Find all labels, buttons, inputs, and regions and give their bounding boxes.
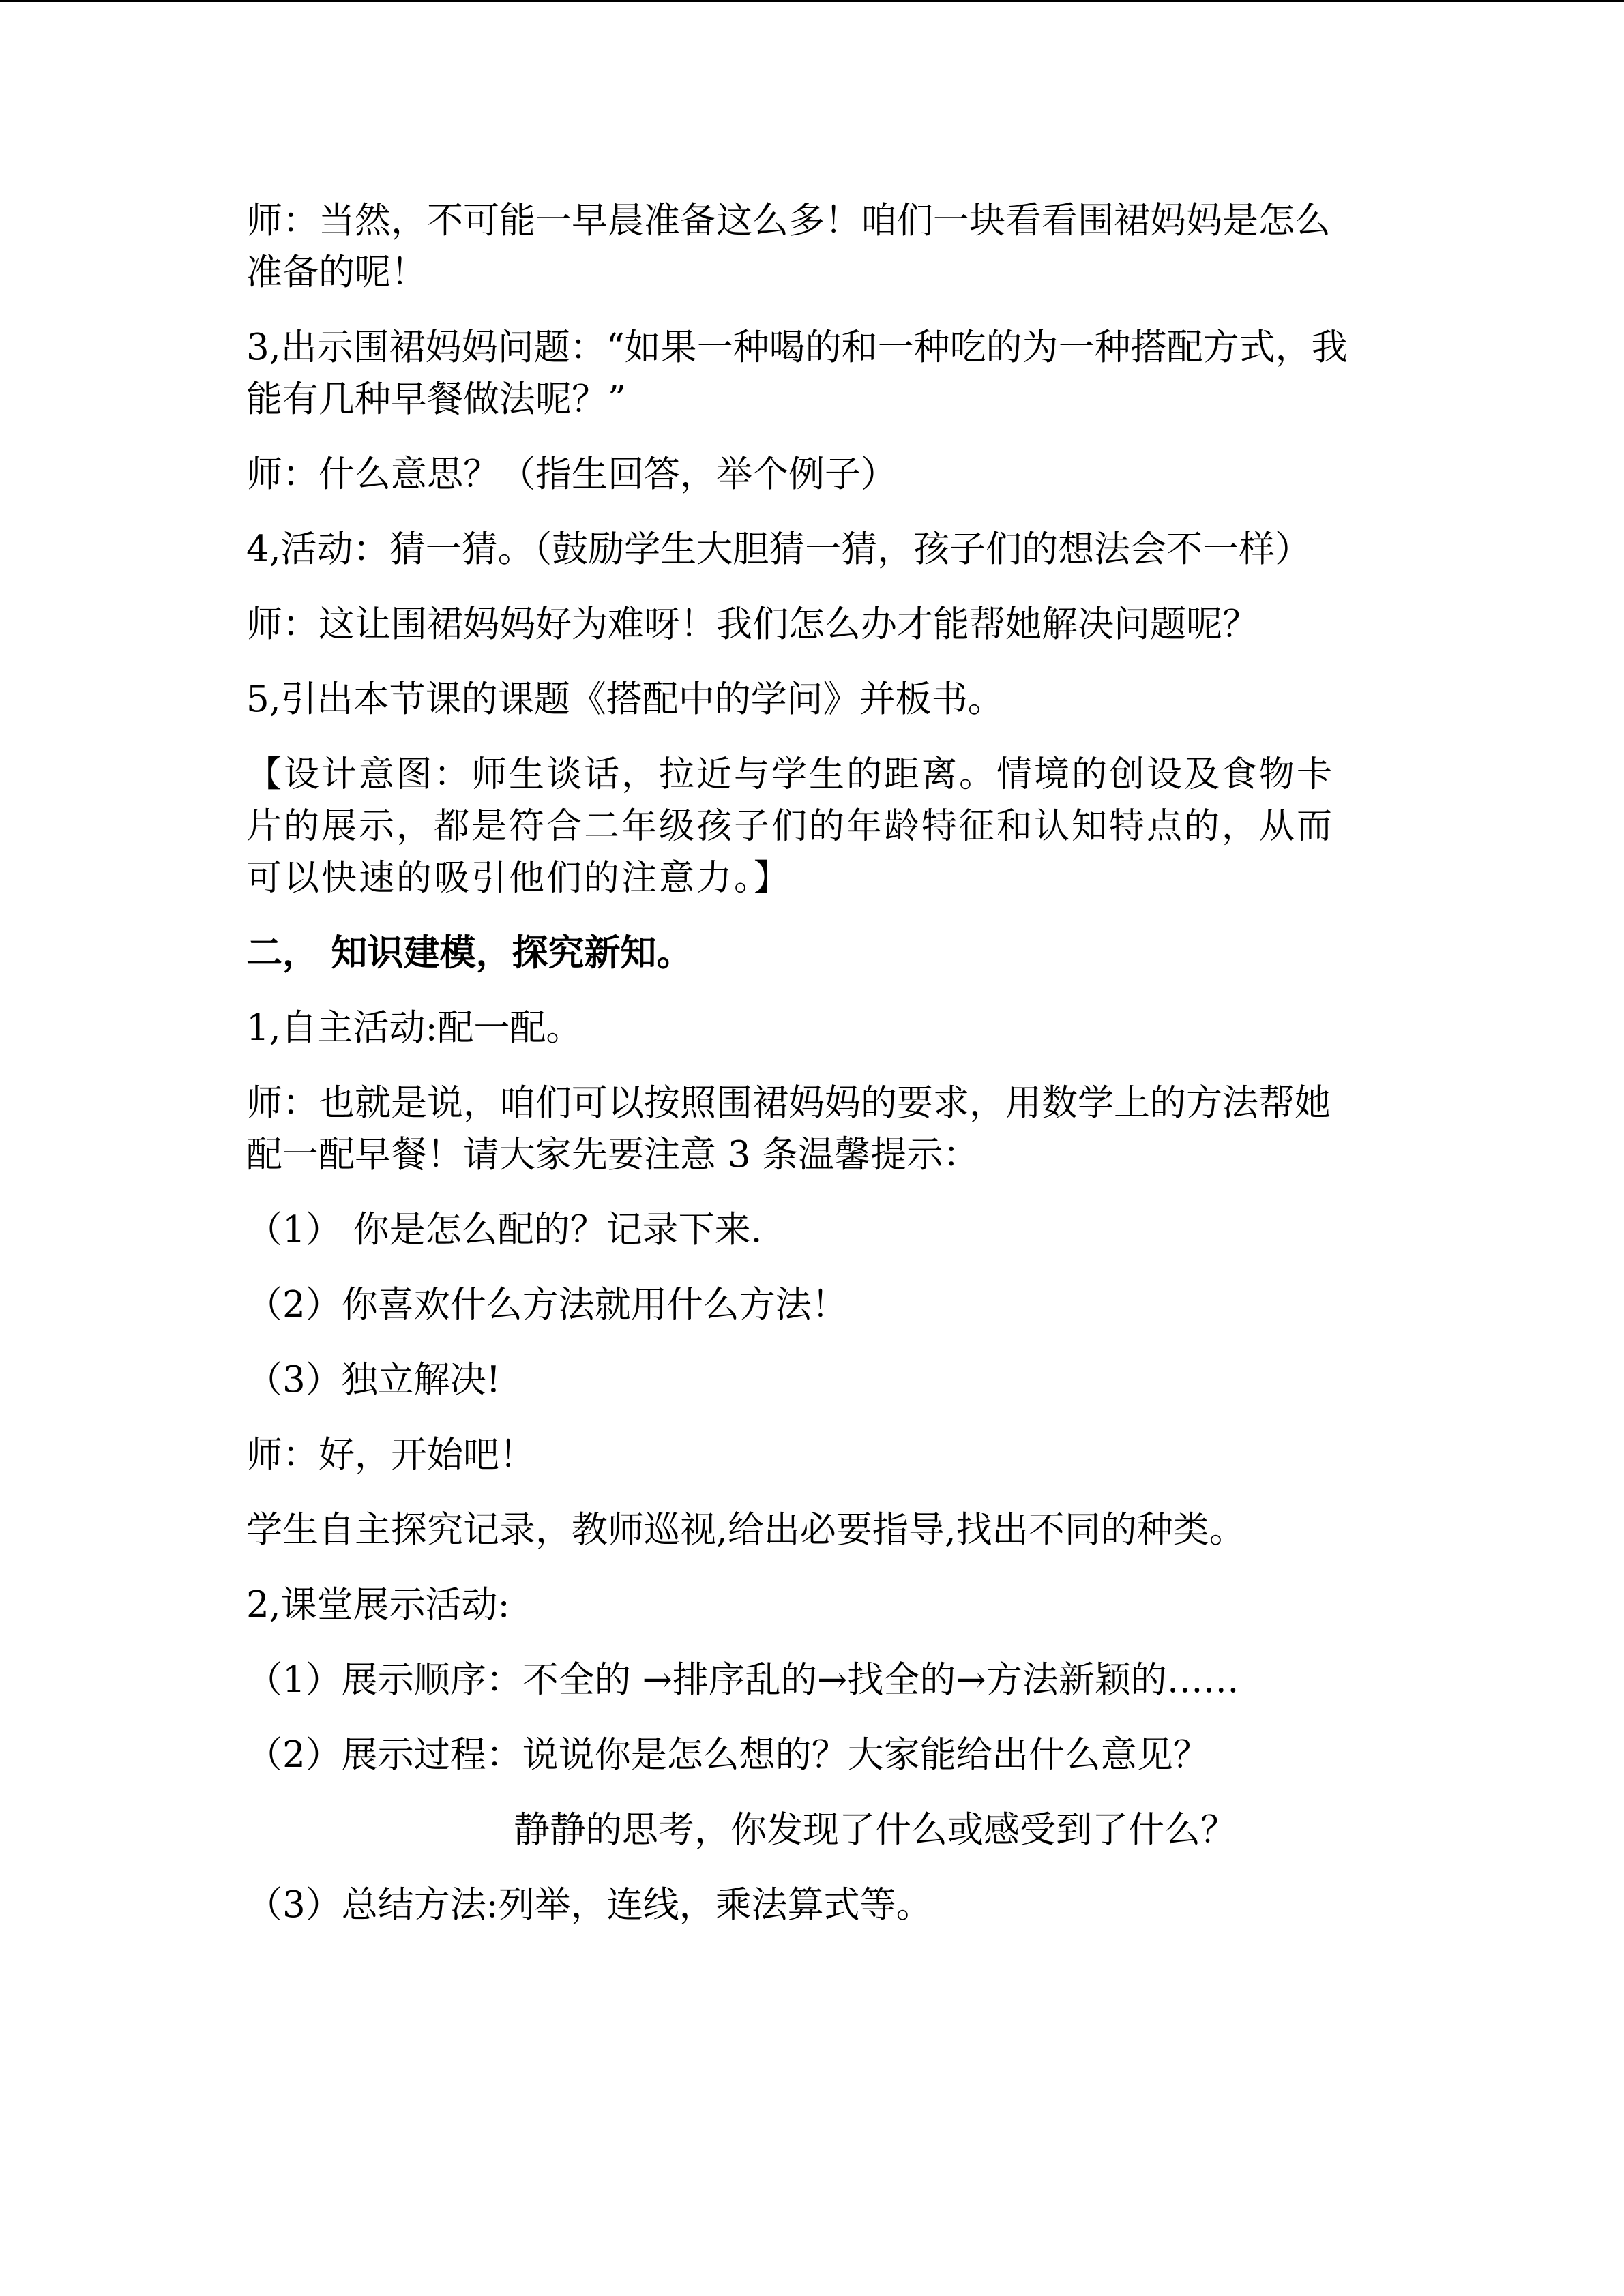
display-item-3: （3）总结方法:列举，连线，乘法算式等。 [246,1884,932,1926]
display-item-2-continued: 静静的思考，你发现了什么或感受到了什么？ [514,1809,1237,1851]
paragraph-teacher-prep: 师：当然，不可能一早晨准备这么多！咱们一块看看围裙妈妈是怎么准备的呢！ [246,200,1331,293]
paragraph-teacher-question: 师：什么意思？（指生回答，举个例子） [246,453,897,495]
display-item-1: （1）展示顺序：不全的 →排序乱的→找全的→方法新颖的…… [246,1659,1239,1701]
section-heading-2: 二， 知识建模，探究新知。 [246,932,693,974]
paragraph-teacher-start: 师：好，开始吧！ [246,1434,535,1476]
tip-item-3: （3）独立解决! [246,1359,501,1401]
paragraph-design-intent: 【设计意图：师生谈话，拉近与学生的距离。情境的创设及食物卡片的展示，都是符合二年级孩子们的年龄特征和认知特点的，从而可以快速的吸引他们的注意力。】 [246,754,1335,899]
tip-item-1: （1） 你是怎么配的？记录下来. [246,1209,763,1251]
page-top-border [0,0,1624,2]
paragraph-student-explore: 学生自主探究记录，教师巡视,给出必要指导,找出不同的种类。 [246,1509,1245,1551]
paragraph-step-3: 3,出示围裙妈妈问题：“如果一种喝的和一种吃的为一种搭配方式，我能有几种早餐做法呢？” [246,327,1348,420]
document-body [246,195,1365,1954]
paragraph-step-5: 5,引出本节课的课题《搭配中的学问》并板书。 [246,679,1004,720]
paragraph-activity-2: 2,课堂展示活动: [246,1584,510,1626]
paragraph-teacher-problem: 师：这让围裙妈妈好为难呀！我们怎么办才能帮她解决问题呢？ [246,603,1258,645]
paragraph-step-4: 4,活动：猜一猜。（鼓励学生大胆猜一猜，孩子们的想法会不一样） [246,528,1312,570]
display-item-2: （2）展示过程：说说你是怎么想的？大家能给出什么意见？ [246,1734,1209,1776]
paragraph-teacher-instruction: 师：也就是说，咱们可以按照围裙妈妈的要求，用数学上的方法帮她配一配早餐！请大家先要注意 3 条温馨提示： [246,1082,1331,1176]
paragraph-activity-1: 1,自主活动:配一配。 [246,1007,582,1049]
tip-item-2: （2）你喜欢什么方法就用什么方法！ [246,1284,848,1326]
